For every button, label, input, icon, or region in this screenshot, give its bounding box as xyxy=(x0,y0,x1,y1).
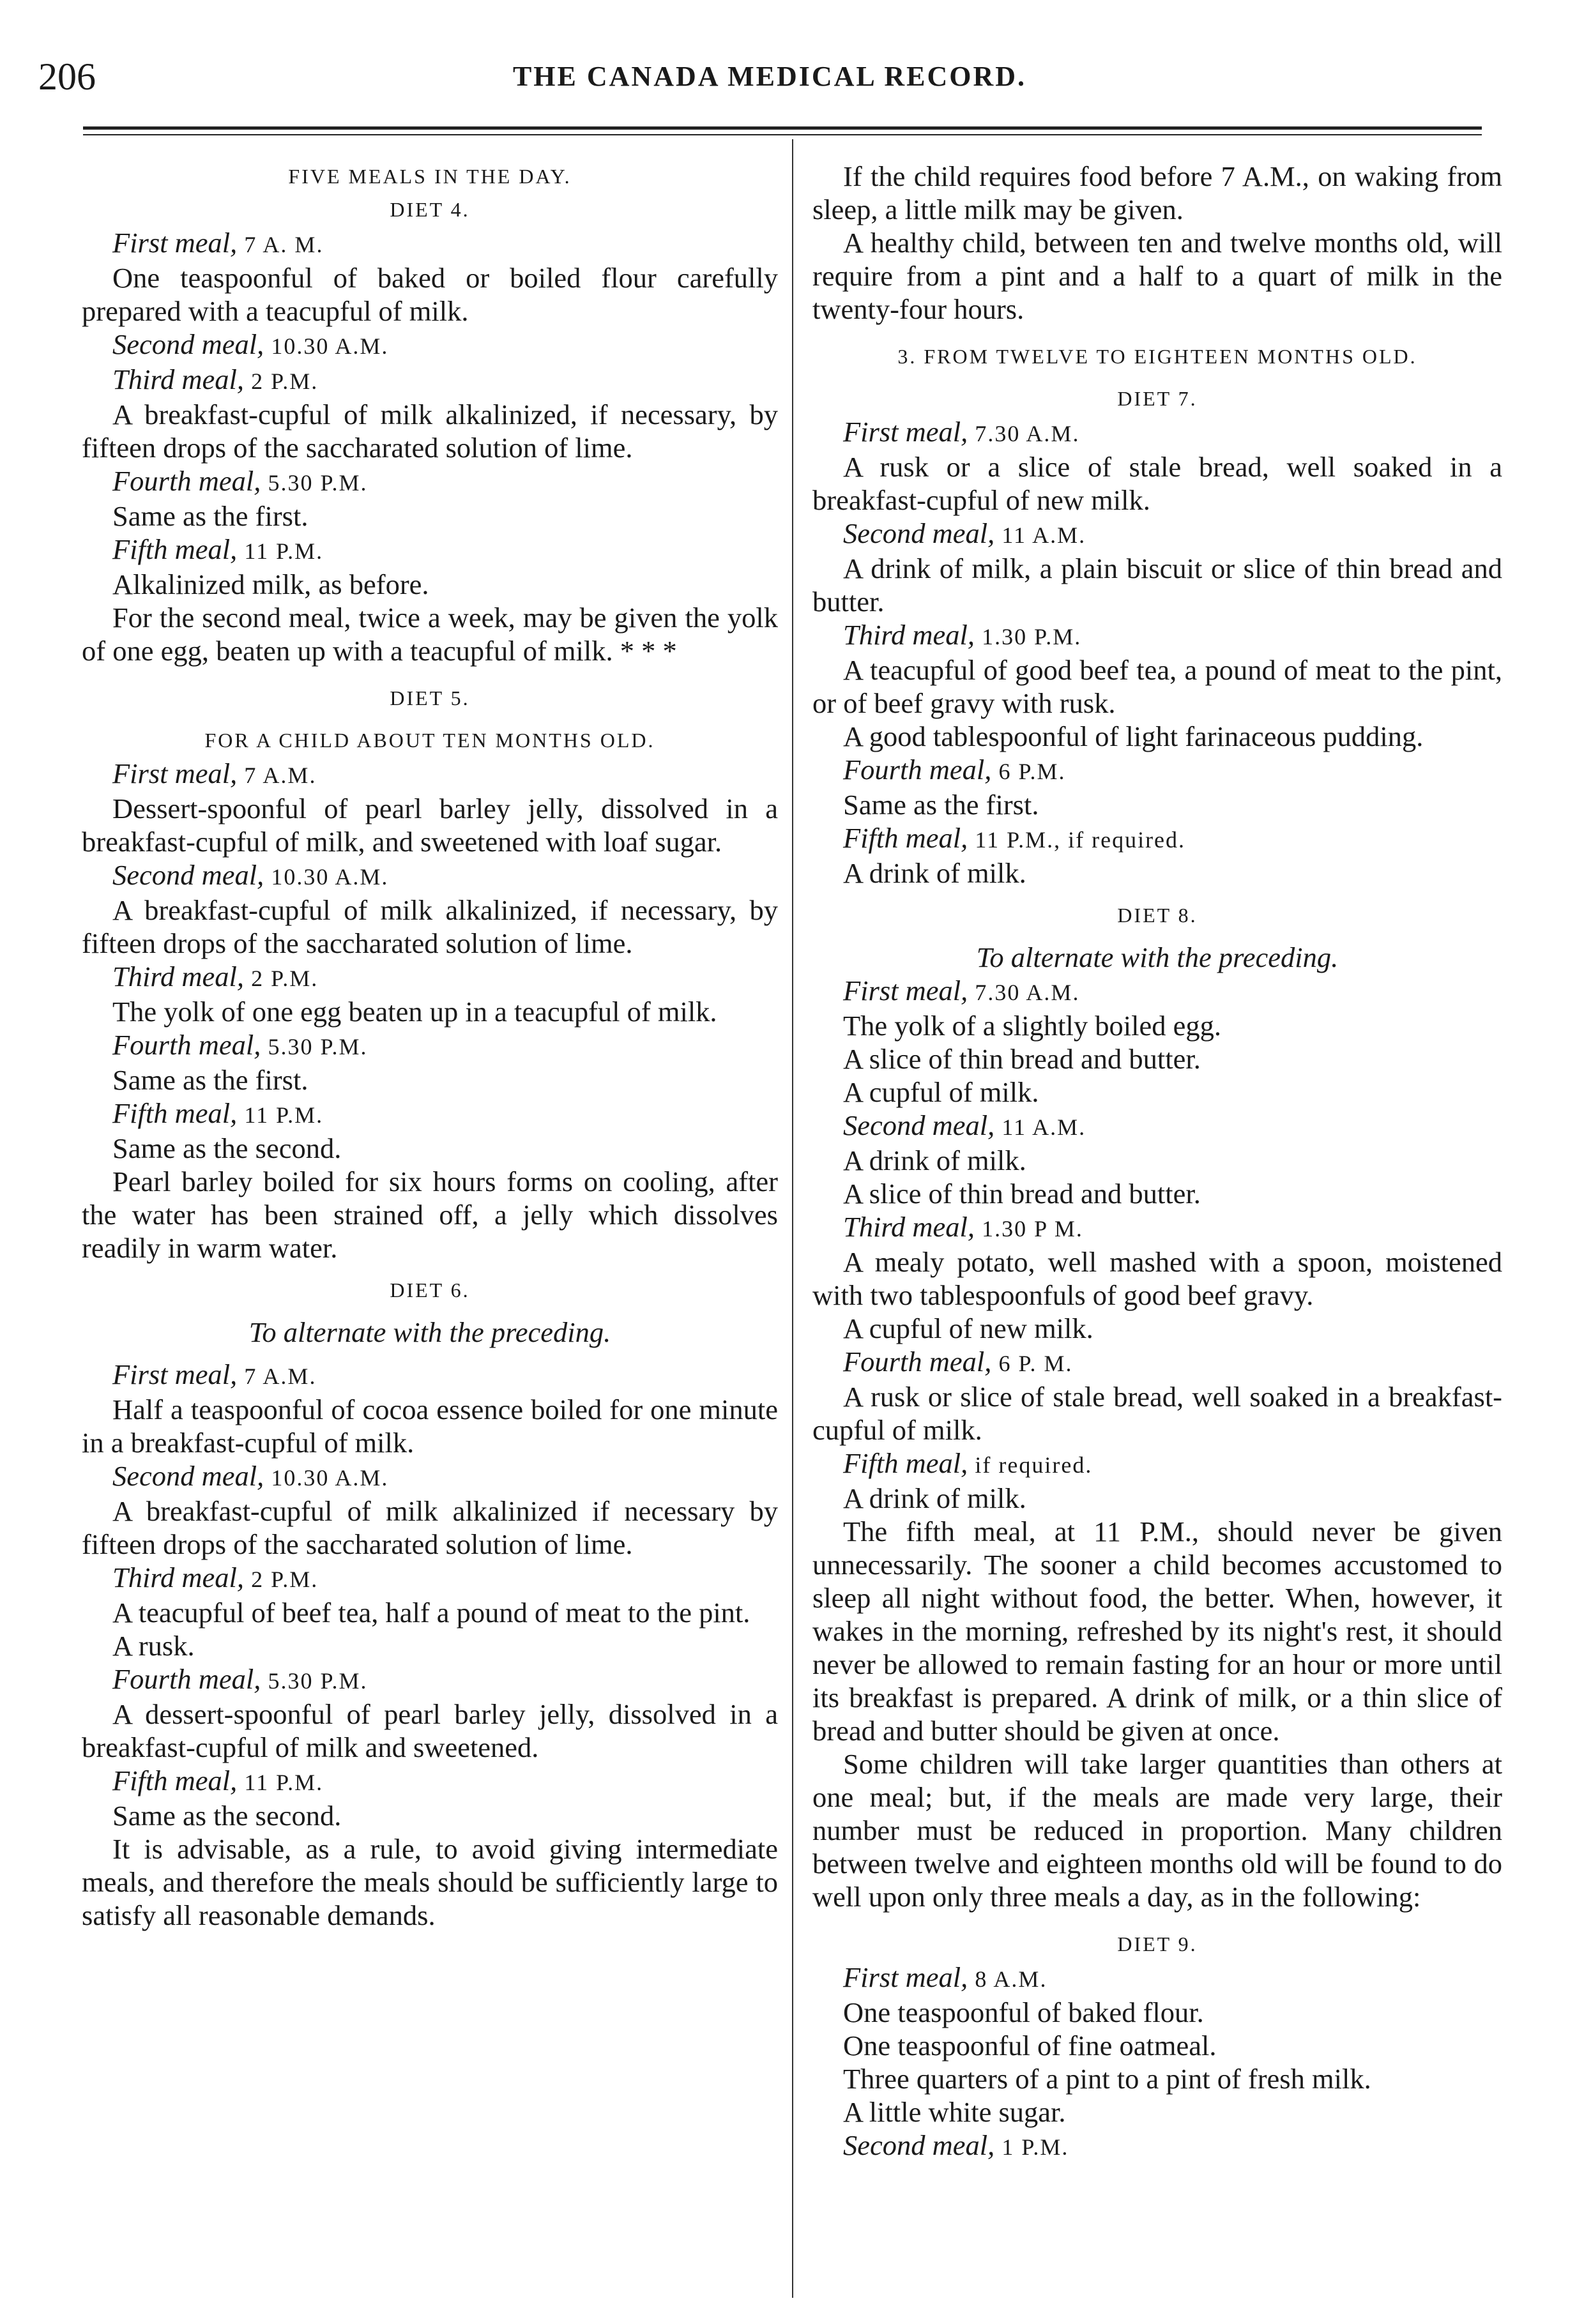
meal-label: Third meal, 1.30 P M. xyxy=(843,1211,1083,1243)
meal-label: First meal, 7 A. M. xyxy=(112,227,324,259)
meal-label: Third meal, 1.30 P.M. xyxy=(843,619,1082,651)
meal-label: Fifth meal, 11 P.M., if required. xyxy=(843,822,1186,854)
paragraph: A good tablespoonful of light farinaceous pudding. xyxy=(843,720,1424,752)
paragraph: A drink of milk. xyxy=(843,1482,1026,1514)
left-column xyxy=(82,160,778,1932)
meal-label: Fourth meal, 5.30 P.M. xyxy=(112,465,368,497)
paragraph: It is advisable, as a rule, to avoid giving intermediate meals, and therefore the meals should be sufficiently large to satisfy all reasonable demands. xyxy=(82,1833,778,1931)
paragraph: A slice of thin bread and butter. xyxy=(843,1178,1201,1210)
paragraph: Some children will take larger quantities than others at one meal; but, if the meals are made very large, their number must be reduced in proportion. Many children between twelve and eighteen months old will be found to do well upon only three meals a day, as in the following: xyxy=(812,1748,1502,1913)
paragraph: The yolk of one egg beaten up in a teacupful of milk. xyxy=(112,996,717,1028)
paragraph: A cupful of milk. xyxy=(843,1076,1039,1108)
paragraph: A slice of thin bread and butter. xyxy=(843,1043,1201,1075)
paragraph: One teaspoonful of baked flour. xyxy=(843,1996,1204,2028)
meal-label: Fourth meal, 6 P.M. xyxy=(843,754,1066,786)
right-column xyxy=(812,160,1502,2164)
meal-label: Fifth meal, 11 P.M. xyxy=(112,533,324,565)
meal-label: Second meal, 1 P.M. xyxy=(843,2129,1069,2161)
diet-heading: DIET 8. xyxy=(1117,904,1198,927)
meal-label: Second meal, 11 A.M. xyxy=(843,517,1086,549)
meal-label: Third meal, 2 P.M. xyxy=(112,1561,319,1593)
meal-label: Fifth meal, if required. xyxy=(843,1447,1093,1479)
section-heading: FIVE MEALS IN THE DAY. xyxy=(288,165,572,188)
diet-heading: DIET 4. xyxy=(390,198,470,221)
diet-heading: DIET 7. xyxy=(1117,387,1198,410)
running-title: THE CANADA MEDICAL RECORD. xyxy=(512,61,1027,92)
meal-label: Second meal, 11 A.M. xyxy=(843,1109,1086,1141)
paragraph: Same as the first. xyxy=(112,500,308,532)
paragraph: The fifth meal, at 11 P.M., should never be given unnecessarily. The sooner a child becomes accustomed to sleep all night without food, the better. When, however, it wakes in the morning, refreshed by its night's rest, it should never be allowed to remain fasting for an hour or more until its breakfast is prepared. A drink of milk, or a thin slice of bread and butter should be given at once. xyxy=(812,1515,1502,1747)
meal-label: Fifth meal, 11 P.M. xyxy=(112,1765,324,1796)
column-divider xyxy=(792,139,793,2298)
paragraph: A rusk or a slice of stale bread, well soaked in a breakfast-cupful of new milk. xyxy=(812,451,1502,516)
meal-label: First meal, 7 A.M. xyxy=(112,1358,317,1390)
section-heading: 3. FROM TWELVE TO EIGHTEEN MONTHS OLD. xyxy=(897,345,1417,368)
paragraph: A rusk. xyxy=(112,1630,195,1662)
paragraph: A rusk or slice of stale bread, well soaked in a breakfast-cupful of milk. xyxy=(812,1381,1502,1446)
page-number: 206 xyxy=(38,56,96,98)
paragraph: A drink of milk. xyxy=(843,1144,1026,1176)
paragraph: Pearl barley boiled for six hours forms on cooling, after the water has been strained off, a jelly which dissolves readily in warm water. xyxy=(82,1166,778,1264)
meal-label: First meal, 7 A.M. xyxy=(112,757,317,789)
meal-label: Fourth meal, 6 P. M. xyxy=(843,1346,1073,1378)
paragraph: For the second meal, twice a week, may be given the yolk of one egg, beaten up with a teacupful of milk. * * * xyxy=(82,602,778,667)
page-header xyxy=(38,51,1501,102)
paragraph: One teaspoonful of baked or boiled flour carefully prepared with a teacupful of milk. xyxy=(82,262,778,327)
paragraph: Same as the first. xyxy=(112,1064,308,1096)
meal-label: First meal, 7.30 A.M. xyxy=(843,975,1080,1006)
meal-label: Third meal, 2 P.M. xyxy=(112,961,319,992)
meal-label: Fourth meal, 5.30 P.M. xyxy=(112,1029,368,1061)
paragraph: A healthy child, between ten and twelve months old, will require from a pint and a half to a quart of milk in the twenty-four hours. xyxy=(812,227,1502,325)
paragraph: Alkalinized milk, as before. xyxy=(112,568,429,600)
paragraph: Three quarters of a pint to a pint of fresh milk. xyxy=(843,2063,1371,2095)
diet-heading: DIET 6. xyxy=(390,1279,470,1302)
paragraph: A dessert-spoonful of pearl barley jelly, dissolved in a breakfast-cupful of milk and sweetened. xyxy=(82,1698,778,1763)
paragraph: If the child requires food before 7 A.M., on waking from sleep, a little milk may be given. xyxy=(812,160,1502,225)
diet-subheading: To alternate with the preceding. xyxy=(248,1316,611,1348)
paragraph: Same as the first. xyxy=(843,789,1039,821)
header-rule-thin xyxy=(83,134,1482,135)
diet-heading: DIET 5. xyxy=(390,687,470,710)
header-rule-thick xyxy=(83,126,1482,130)
paragraph: The yolk of a slightly boiled egg. xyxy=(843,1010,1221,1042)
paragraph: Same as the second. xyxy=(112,1132,342,1164)
paragraph: A breakfast-cupful of milk alkalinized, if necessary, by fifteen drops of the saccharated solution of lime. xyxy=(82,894,778,959)
meal-label: Second meal, 10.30 A.M. xyxy=(112,1460,389,1492)
meal-label: Third meal, 2 P.M. xyxy=(112,363,319,395)
paragraph: Same as the second. xyxy=(112,1800,342,1832)
diet-subheading: To alternate with the preceding. xyxy=(976,941,1339,973)
paragraph: A breakfast-cupful of milk alkalinized if necessary by fifteen drops of the saccharated solution of lime. xyxy=(82,1495,778,1560)
diet-heading: DIET 9. xyxy=(1117,1933,1198,1956)
paragraph: Half a teaspoonful of cocoa essence boiled for one minute in a breakfast-cupful of milk. xyxy=(82,1394,778,1459)
paragraph: A teacupful of beef tea, half a pound of meat to the pint. xyxy=(112,1597,750,1629)
paragraph: A little white sugar. xyxy=(843,2096,1066,2128)
paragraph: A drink of milk. xyxy=(843,857,1026,889)
meal-label: Second meal, 10.30 A.M. xyxy=(112,859,389,891)
paragraph: A breakfast-cupful of milk alkalinized, if necessary, by fifteen drops of the saccharated solution of lime. xyxy=(82,399,778,464)
paragraph: A drink of milk, a plain biscuit or slice of thin bread and butter. xyxy=(812,552,1502,618)
meal-label: First meal, 8 A.M. xyxy=(843,1961,1047,1993)
meal-label: Second meal, 10.30 A.M. xyxy=(112,328,389,360)
paragraph: A cupful of new milk. xyxy=(843,1312,1093,1344)
meal-label: First meal, 7.30 A.M. xyxy=(843,416,1080,448)
paragraph: One teaspoonful of fine oatmeal. xyxy=(843,2030,1217,2062)
meal-label: Fifth meal, 11 P.M. xyxy=(112,1097,324,1129)
paragraph: A mealy potato, well mashed with a spoon, moistened with two tablespoonfuls of good beef gravy. xyxy=(812,1246,1502,1311)
section-heading: FOR A CHILD ABOUT TEN MONTHS OLD. xyxy=(204,729,655,752)
meal-label: Fourth meal, 5.30 P.M. xyxy=(112,1663,368,1695)
paragraph: A teacupful of good beef tea, a pound of meat to the pint, or of beef gravy with rusk. xyxy=(812,654,1502,719)
paragraph: Dessert-spoonful of pearl barley jelly, dissolved in a breakfast-cupful of milk, and sweetened with loaf sugar. xyxy=(82,793,778,858)
